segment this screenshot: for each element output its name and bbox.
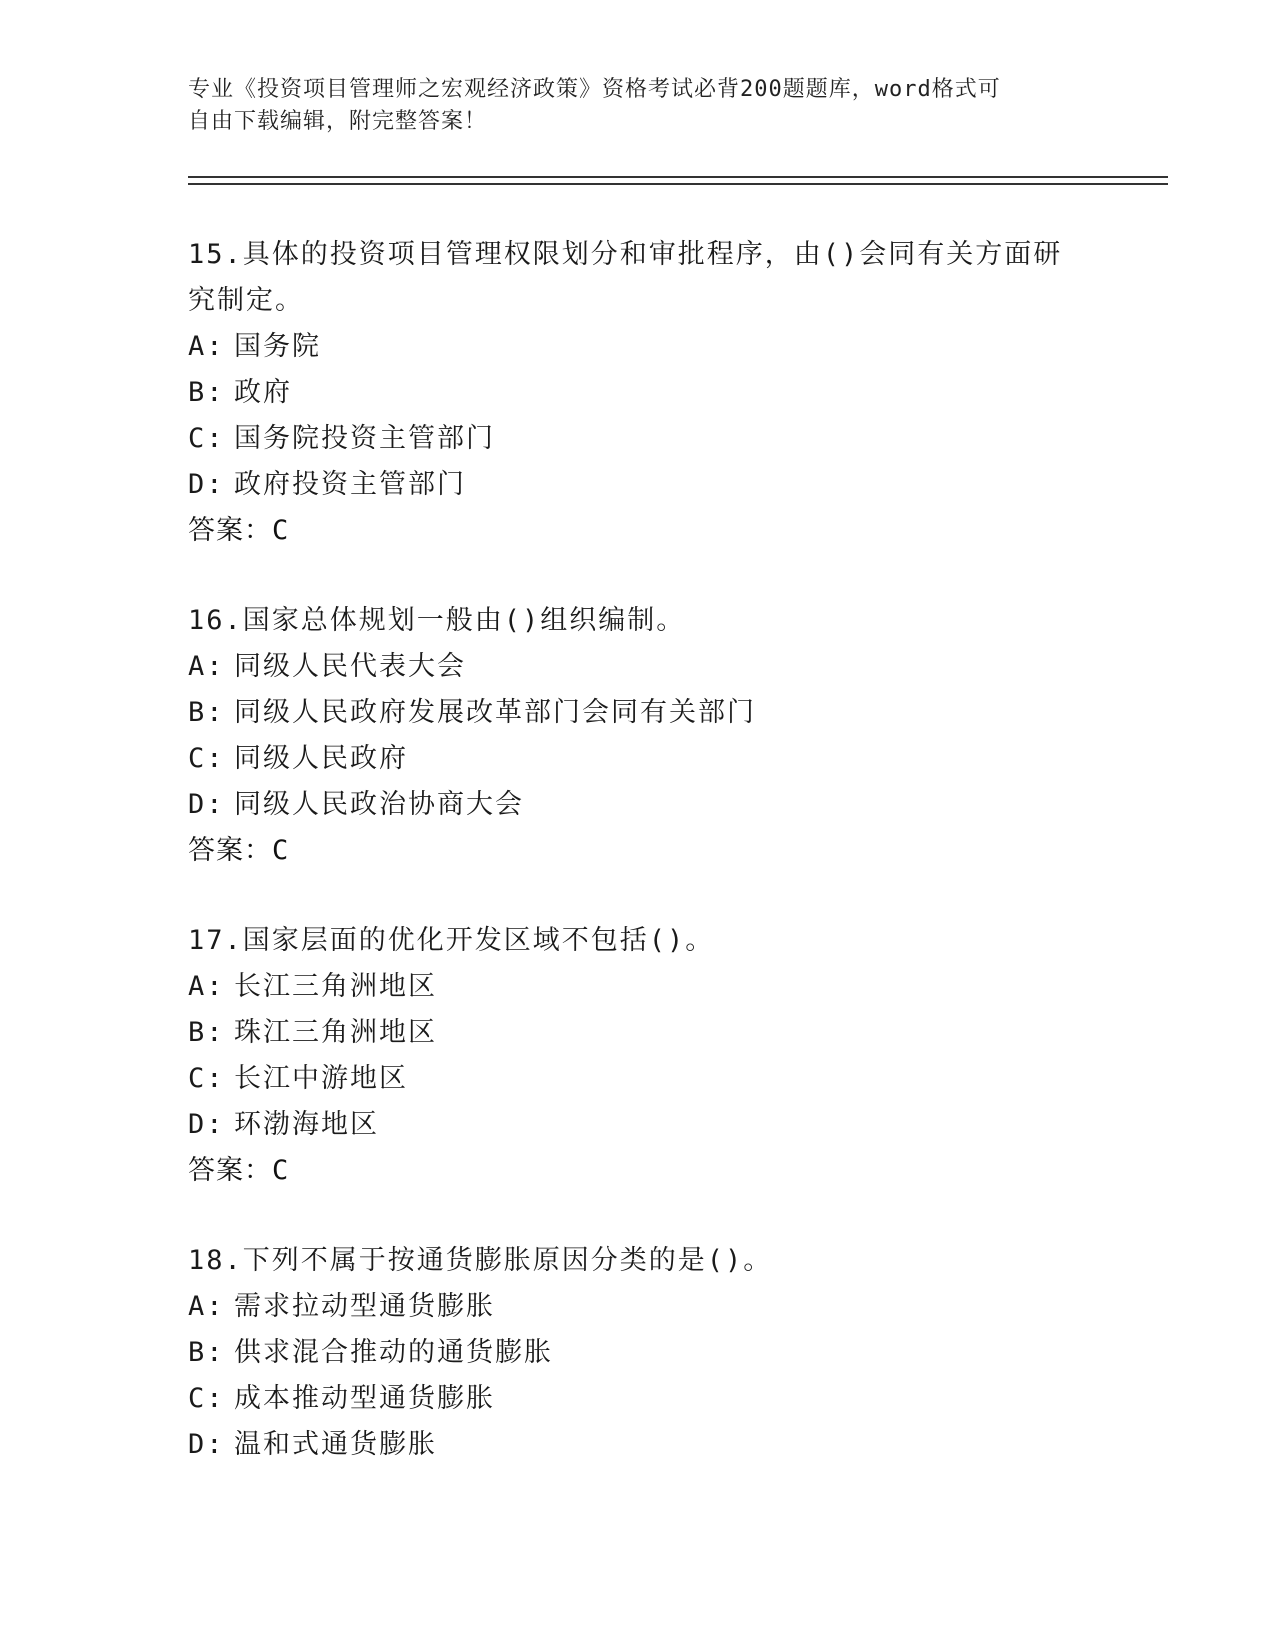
option-d bbox=[188, 782, 1088, 828]
option-key: B: bbox=[188, 697, 225, 728]
answer-value: C bbox=[272, 1155, 289, 1186]
option-text: 需求拉动型通货膨胀 bbox=[234, 1291, 495, 1322]
option-key: D: bbox=[188, 1109, 225, 1140]
option-key: A: bbox=[188, 651, 225, 682]
question-15 bbox=[188, 232, 1088, 554]
option-a bbox=[188, 1284, 1088, 1330]
option-b bbox=[188, 690, 1088, 736]
answer-line bbox=[188, 828, 1088, 874]
option-key: C: bbox=[188, 1063, 225, 1094]
option-a bbox=[188, 644, 1088, 690]
answer-line bbox=[188, 508, 1088, 554]
option-key: A: bbox=[188, 971, 225, 1002]
question-stem: 15.具体的投资项目管理权限划分和审批程序，由()会同有关方面研究制定。 bbox=[188, 239, 1063, 316]
option-text: 长江中游地区 bbox=[234, 1063, 408, 1094]
option-key: D: bbox=[188, 789, 225, 820]
question-stem: 18.下列不属于按通货膨胀原因分类的是()。 bbox=[188, 1245, 773, 1276]
option-c bbox=[188, 1376, 1088, 1422]
option-key: D: bbox=[188, 469, 225, 500]
option-b bbox=[188, 370, 1088, 416]
answer-label: 答案： bbox=[188, 1155, 272, 1186]
option-text: 同级人民政府发展改革部门会同有关部门 bbox=[234, 697, 756, 728]
option-key: B: bbox=[188, 377, 225, 408]
question-16 bbox=[188, 598, 1088, 874]
option-text: 政府 bbox=[234, 377, 292, 408]
document-intro bbox=[188, 74, 1088, 138]
option-key: C: bbox=[188, 423, 225, 454]
question-18 bbox=[188, 1238, 1088, 1468]
option-text: 环渤海地区 bbox=[234, 1109, 379, 1140]
option-d bbox=[188, 1422, 1088, 1468]
option-d bbox=[188, 1102, 1088, 1148]
option-key: B: bbox=[188, 1017, 225, 1048]
option-key: A: bbox=[188, 1291, 225, 1322]
question-list bbox=[188, 232, 1088, 1512]
option-a bbox=[188, 964, 1088, 1010]
option-key: A: bbox=[188, 331, 225, 362]
option-text: 国务院投资主管部门 bbox=[234, 423, 495, 454]
header-divider-top bbox=[188, 176, 1168, 178]
answer-line bbox=[188, 1148, 1088, 1194]
option-key: D: bbox=[188, 1429, 225, 1460]
option-b bbox=[188, 1330, 1088, 1376]
option-a bbox=[188, 324, 1088, 370]
option-key: C: bbox=[188, 1383, 225, 1414]
option-c bbox=[188, 1056, 1088, 1102]
option-text: 同级人民政府 bbox=[234, 743, 408, 774]
option-text: 政府投资主管部门 bbox=[234, 469, 466, 500]
answer-label: 答案： bbox=[188, 835, 272, 866]
option-key: C: bbox=[188, 743, 225, 774]
intro-line-1: 专业《投资项目管理师之宏观经济政策》资格考试必背200题题库，word格式可 bbox=[188, 77, 1001, 102]
question-17 bbox=[188, 918, 1088, 1194]
option-b bbox=[188, 1010, 1088, 1056]
option-text: 成本推动型通货膨胀 bbox=[234, 1383, 495, 1414]
option-text: 同级人民政治协商大会 bbox=[234, 789, 524, 820]
option-text: 温和式通货膨胀 bbox=[234, 1429, 437, 1460]
answer-value: C bbox=[272, 515, 289, 546]
option-text: 国务院 bbox=[234, 331, 321, 362]
option-text: 同级人民代表大会 bbox=[234, 651, 466, 682]
header-divider-bottom bbox=[188, 183, 1168, 185]
answer-value: C bbox=[272, 835, 289, 866]
option-text: 珠江三角洲地区 bbox=[234, 1017, 437, 1048]
option-text: 长江三角洲地区 bbox=[234, 971, 437, 1002]
question-stem: 17.国家层面的优化开发区域不包括()。 bbox=[188, 925, 715, 956]
option-key: B: bbox=[188, 1337, 225, 1368]
answer-label: 答案： bbox=[188, 515, 272, 546]
option-text: 供求混合推动的通货膨胀 bbox=[234, 1337, 553, 1368]
intro-line-2: 自由下载编辑，附完整答案！ bbox=[188, 109, 488, 134]
option-d bbox=[188, 462, 1088, 508]
option-c bbox=[188, 416, 1088, 462]
option-c bbox=[188, 736, 1088, 782]
question-stem: 16.国家总体规划一般由()组织编制。 bbox=[188, 605, 686, 636]
